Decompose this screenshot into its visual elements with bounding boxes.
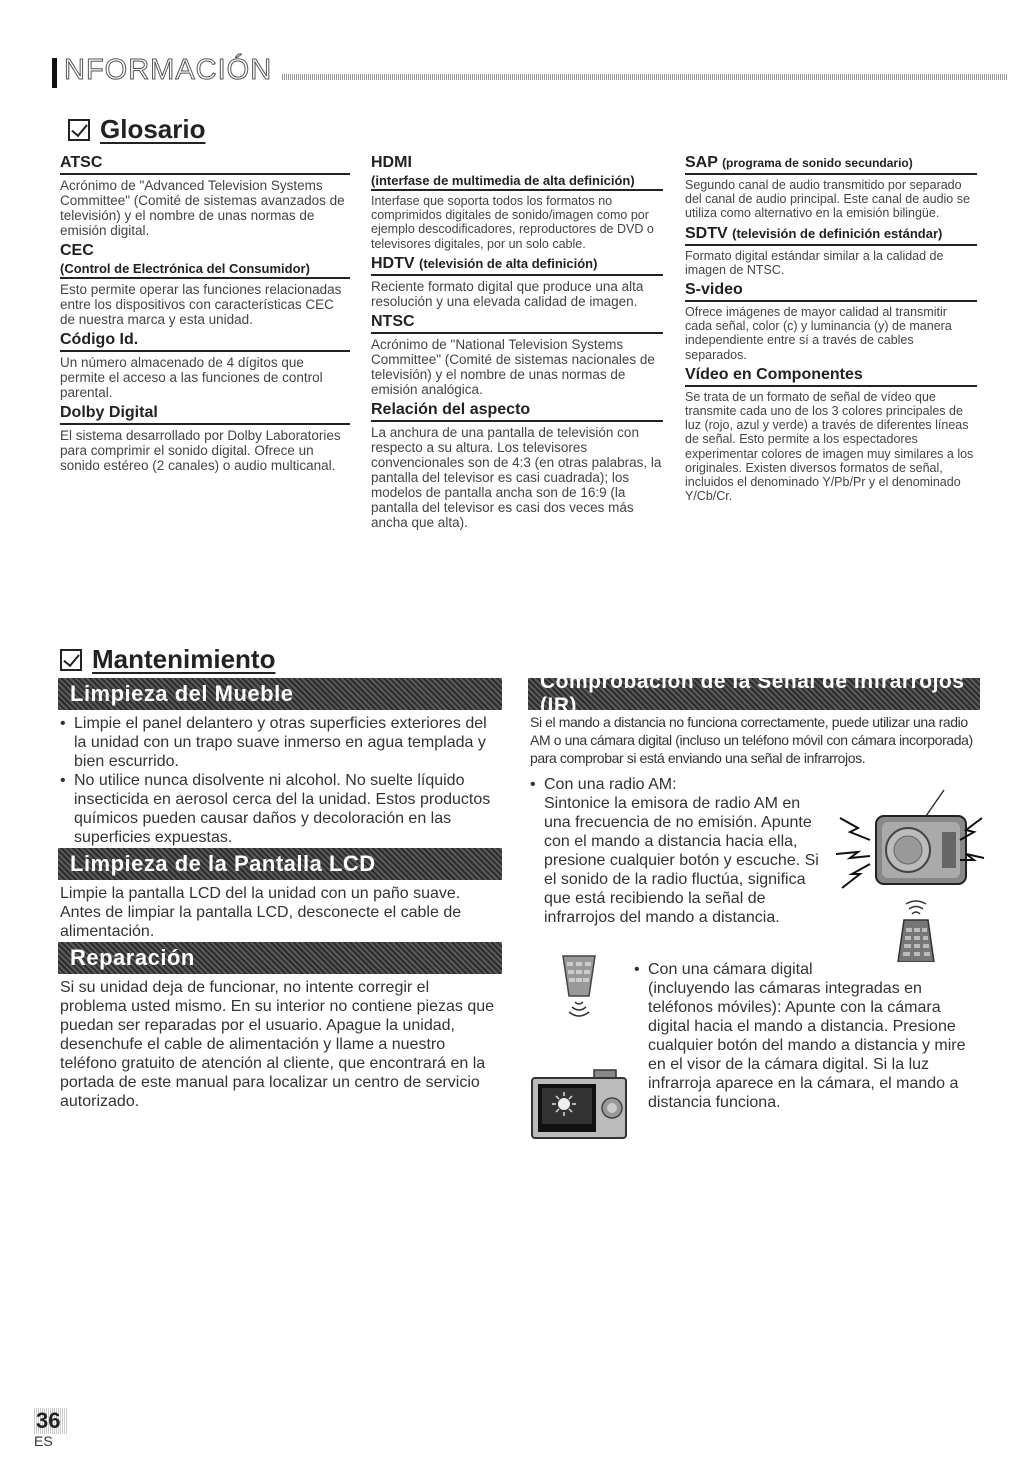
def-cec: Esto permite operar las funciones relacionadas entre los dispositivos con características CEC de nuestra marca y esta unidad. [60,282,342,327]
remote-control-illustration [890,898,942,962]
term-sdtv [685,225,977,246]
header-title: NFORMACIÓN [64,54,273,86]
radio-text: Sintonice la emisora de radio AM en una frecuencia de no emisión. Apunte con el mando a distancia hacia ella, presione cualquier botón y escuche. Si el sonido de la radio fluctúa, significa que está recibiendo la señal de infrarrojos del mando a distancia. [544,795,819,926]
def-sdtv: Formato digital estándar similar a la calidad de imagen de NTSC. [685,248,944,277]
radio-bullet [528,775,828,927]
term-cec: CEC [60,242,94,259]
term-hdmi: HDMI [371,154,412,171]
term-hdtv [371,255,663,276]
term-hdmi-sub: (interfase de multimedia de alta definición) [371,173,663,191]
glossary-heading [68,114,205,145]
lcd-text: Limpie la pantalla LCD del la unidad con un paño suave. Antes de limpiar la pantalla LCD, desconecte el cable de alimentación. [60,885,462,940]
term-sap-suffix: (programa de sonido secundario) [722,156,913,170]
page-language: ES [34,1433,53,1449]
camera-label: • Con una cámara digital [648,961,813,978]
cabinet-bullets [58,714,498,847]
cabinet-bullet-2: • No utilice nunca disolvente ni alcohol. No suelte líquido insecticida en aerosol cerca del la unidad. Estos productos químicos pueden causar daños y decoloración en las superficies expuestas. [58,771,498,847]
glossary-column-2 [371,150,663,534]
header-bar [52,58,57,88]
ir-banner: Comprobación de la Señal de Infrarrojos (IR) [528,678,980,710]
glossary-title: Glosario [100,114,206,144]
header-rule [282,74,1008,80]
repair-text: Si su unidad deja de funcionar, no intente corregir el problema usted mismo. En su interior no contiene piezas que puedan ser reparadas por el usuario. Apague la unidad, desenchufe el cable de alimentación y llame a nuestro teléfono gratuito de atención al cliente, que encontrará en la portada de este manual para localizar un centro de servicio autorizado. [60,979,495,1110]
def-component-video: Se trata de un formato de señal de vídeo que transmite cada uno de los 3 colores principales de luz (rojo, azul y verde) a través de diferentes líneas de señal. Esto permite a los espectadores experimentar colores de imagen muy similares a los originales. Existen diversos formatos de señal, incluidos el denominado Y/Pb/Pr y el denominado Y/Cb/Cr. [685,389,974,504]
maintenance-heading [60,644,275,675]
term-codigo-id: Código Id. [60,331,350,352]
camera-section [632,960,980,1112]
def-ntsc: Acrónimo de "National Television Systems Committee" (Comité de sistemas nacionales de televisión) y el nombre de unas normas de emisión analógica. [371,336,655,397]
digital-camera-illustration [530,1068,628,1140]
page-number: 36 [34,1408,68,1434]
term-ntsc: NTSC [371,313,663,334]
radio-section [528,775,828,927]
def-hdmi: Interfase que soporta todos los formatos no comprimidos digitales de sonido/imagen como por ejemplo descodificadores, reproductores de DVD o televisores digitales, por un solo cable. [371,194,654,251]
repair-banner: Reparación [58,942,502,974]
glossary-column-1 [60,150,350,477]
page-header [52,52,1008,92]
maintenance-title: Mantenimiento [92,644,276,674]
am-radio-illustration [836,788,986,900]
term-cec-sub: (Control de Electrónica del Consumidor) [60,261,350,279]
term-sap [685,154,977,175]
def-s-video: Ofrece imágenes de mayor calidad al transmitir cada señal, color (c) y luminancia (y) de manera independiente entre sí a través de cables separados. [685,305,952,362]
def-sap: Segundo canal de audio transmitido por separado del canal de audio principal. Este canal de audio se utiliza como alternativo en la emisión bilingüe. [685,178,970,221]
term-hdtv-name: HDTV [371,254,415,272]
glossary-column-3 [685,150,977,507]
term-hdtv-suffix: (televisión de alta definición) [419,255,598,271]
term-s-video: S-video [685,281,977,302]
term-component-video: Vídeo en Componentes [685,366,977,387]
cabinet-bullet-1: • Limpie el panel delantero y otras superficies exteriores del la unidad con un trapo suave inmerso en agua templada y bien escurrido. [58,714,498,771]
def-codigo-id: Un número almacenado de 4 dígitos que permite el acceso a las funciones de control parental. [60,355,323,400]
checkbox-icon [68,119,90,141]
checkbox-icon [60,649,82,671]
remote-control-down-illustration [553,952,605,1022]
term-sap-name: SAP [685,154,718,171]
lcd-banner: Limpieza de la Pantalla LCD [58,848,502,880]
radio-label: • Con una radio AM: [544,776,677,793]
term-dolby-digital: Dolby Digital [60,404,350,425]
ir-intro: Si el mando a distancia no funciona correctamente, puede utilizar una radio AM o una cámara digital (incluso un teléfono móvil con cámara incorporada) para comprobar si está enviando una señal de infrarrojos. [530,714,973,766]
def-atsc: Acrónimo de "Advanced Television Systems Committee" (Comité de sistemas avanzados de televisión) y el nombre de unas normas de emisión digital. [60,178,345,238]
camera-bullet [632,960,980,1112]
term-sdtv-name: SDTV [685,224,728,242]
def-hdtv: Reciente formato digital que produce una alta resolución y una elevada calidad de imagen. [371,278,644,309]
cabinet-banner: Limpieza del Mueble [58,678,502,710]
term-atsc: ATSC [60,154,350,175]
term-aspect-ratio: Relación del aspecto [371,401,663,422]
term-sdtv-suffix: (televisión de definición estándar) [732,225,943,241]
def-dolby-digital: El sistema desarrollado por Dolby Laboratories para comprimir el sonido digital. Ofrece un sonido estéreo (2 canales) o audio multicanal. [60,428,341,473]
camera-text: (incluyendo las cámaras integradas en teléfonos móviles): Apunte con la cámara digital hacia el mando a distancia. Presione cualquier botón del mando a distancia y mire en el visor de la cámara digital. Si la luz infrarroja aparece en la cámara, el mando a distancia funciona. [648,980,966,1111]
def-aspect-ratio: La anchura de una pantalla de televisión con respecto a su altura. Los televisores convencionales son de 4:3 (en otras palabras, la pantalla del televisor es casi cuadrada); los modelos de pantalla ancha son de 16:9 (la pantalla del televisor es casi dos veces más ancha que alta). [371,424,662,530]
